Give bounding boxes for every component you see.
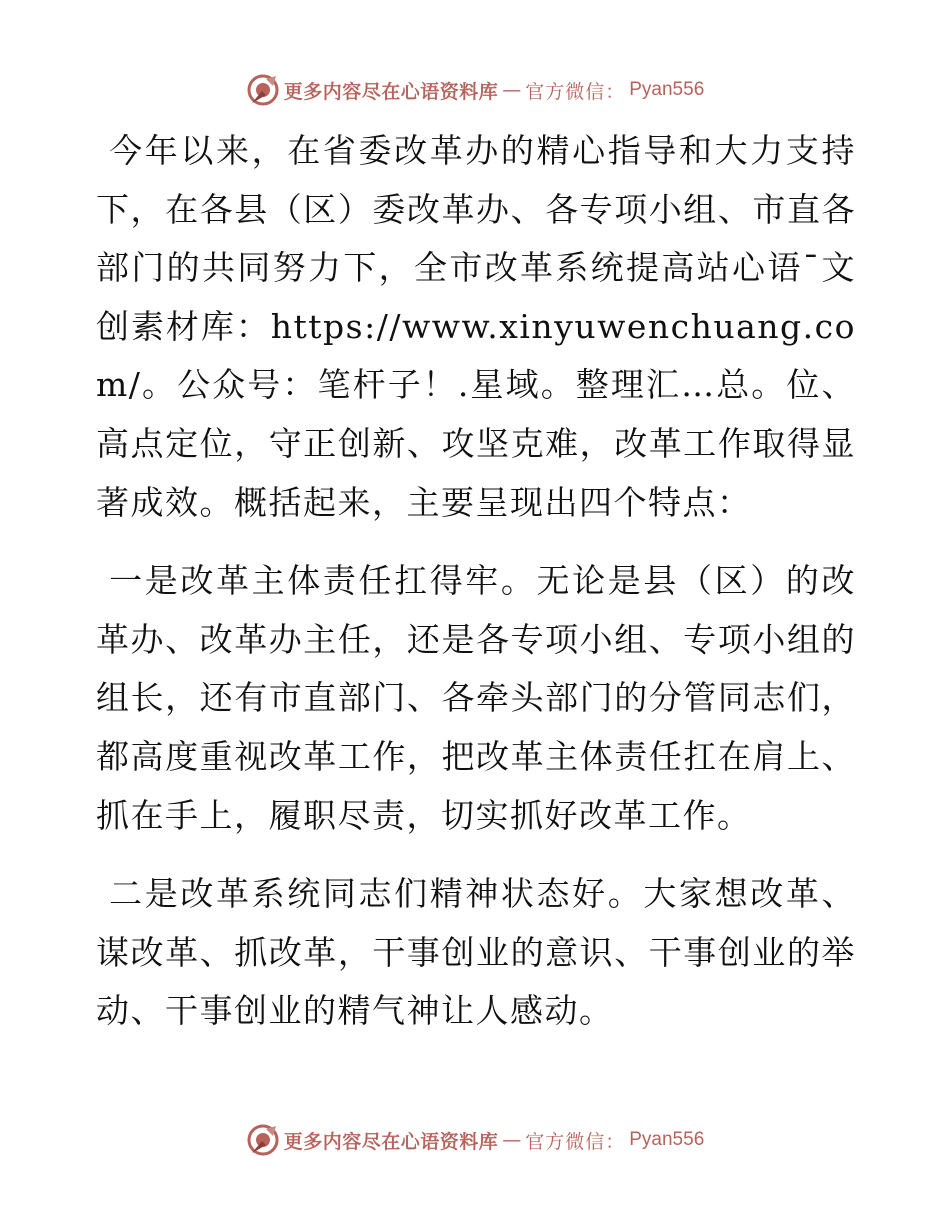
header-watermark: [0, 72, 950, 108]
document-body: [96, 122, 856, 1061]
paragraph-point-one-text: 一是改革主体责任扛得牢。无论是县（区）的改革办、改革办主任，还是各专项小组、专项小组的组长，还有市直部门、各牵头部门的分管同志们，都高度重视改革工作，把改革主体责任扛在肩上、抓在手上，履职尽责，切实抓好改革工作。: [96, 561, 856, 835]
paragraph-point-two: [96, 865, 856, 1041]
watermark-wechat-id: Pyan556: [629, 1129, 705, 1150]
pen-circle-logo-icon: [246, 1123, 280, 1157]
paragraph-point-two-text: 二是改革系统同志们精神状态好。大家想改革、谋改革、抓改革，干事创业的意识、干事创业的举动、干事创业的精气神让人感动。: [96, 874, 856, 1031]
watermark-brand-text: 更多内容尽在心语资料库: [283, 1130, 499, 1153]
pen-circle-logo-icon: [246, 73, 280, 107]
watermark-separator: —: [502, 1129, 522, 1151]
watermark-separator: —: [502, 79, 522, 101]
paragraph-intro-text: 今年以来，在省委改革办的精心指导和大力支持下，在各县（区）委改革办、各专项小组、市直各部门的共同努力下，全市改革系统提高站心语¯文创素材库：https://www.xinyuwenchuang.com/。公众号：笔杆子！.星域。整理汇…总。位、高点定位，守正创新、攻坚克难，改革工作取得显著成效。概括起来，主要呈现出四个特点：: [96, 131, 856, 522]
watermark-wechat-id: Pyan556: [629, 79, 705, 100]
paragraph-intro: [96, 122, 856, 532]
watermark-brand-text: 更多内容尽在心语资料库: [283, 80, 499, 103]
footer-watermark: [0, 1122, 950, 1158]
watermark-wechat-label: 官方微信：: [525, 1130, 626, 1153]
paragraph-point-one: [96, 552, 856, 845]
watermark-wechat-label: 官方微信：: [525, 80, 626, 103]
